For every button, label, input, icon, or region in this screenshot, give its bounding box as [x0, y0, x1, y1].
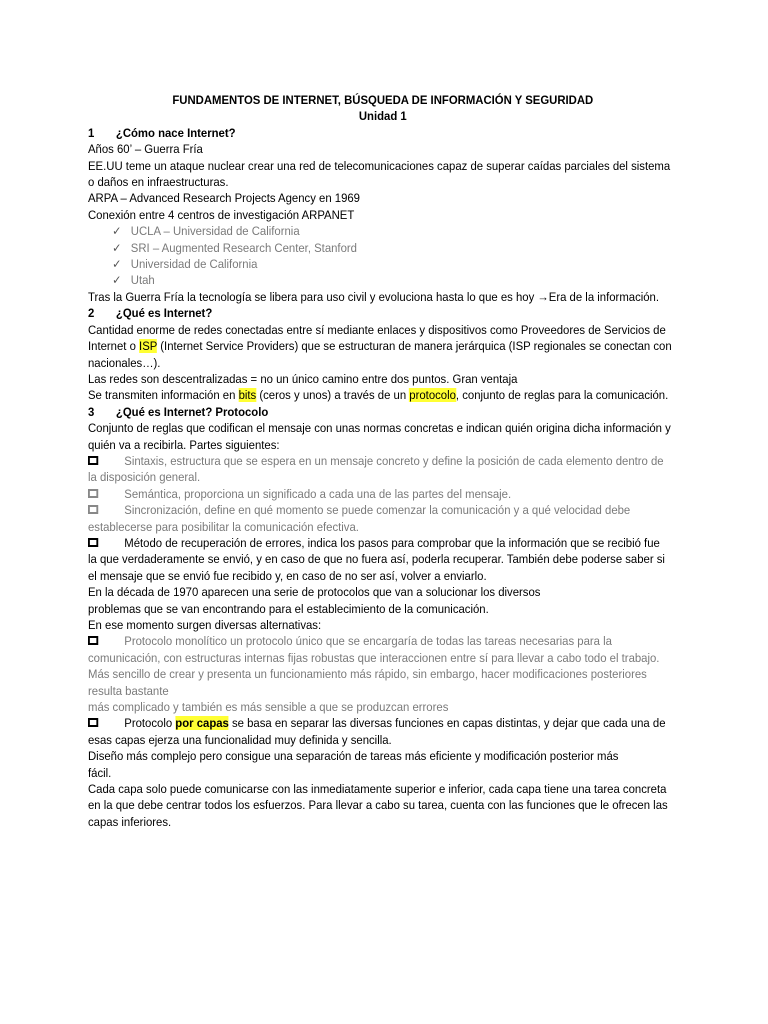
paragraph: Las redes son descentralizadas = no un único camino entre dos puntos. Gran ventaja [88, 371, 518, 386]
paragraph: en la que debe centrar todos los esfuerzos. Para llevar a cabo su tarea, cuenta con las funciones que le ofrecen las [88, 798, 668, 813]
paragraph: o daños en infraestructuras. [88, 175, 229, 190]
list-item: Protocolo monolítico un protocolo único que se encargaría de todas las tareas necesarias para la [88, 633, 678, 649]
paragraph: quién va a recibirla. Partes siguientes: [88, 437, 280, 452]
paragraph: EE.UU teme un ataque nuclear crear una red de telecomunicaciones capaz de superar caídas parciales del sistema [88, 158, 671, 173]
square-bullet-icon [88, 505, 98, 514]
paragraph: Tras la Guerra Fría la tecnología se libera para uso civil y evoluciona hasta lo que es hoy →Era de la información. [88, 289, 660, 304]
check-list-item: ✓ SRI – Augmented Research Center, Stanford [112, 240, 357, 255]
highlighted-term: bits [238, 388, 257, 403]
paragraph: En la década de 1970 aparecen una serie de protocolos que van a solucionar los diversos [88, 585, 541, 600]
check-icon: ✓ [112, 257, 122, 272]
list-item-continuation: la que verdaderamente se envió, y en caso de que no fuera así, poderla recuperar. También debe poderse saber si [88, 552, 665, 567]
list-item: Protocolo por capas se basa en separar las diversas funciones en capas distintas, y dejar que cada una de [88, 715, 678, 731]
check-list-item: ✓ UCLA – Universidad de California [112, 224, 300, 239]
section-2-heading: 2 ¿Qué es Internet? [88, 306, 213, 321]
list-item-continuation: establecerse para posibilitar la comunicación efectiva. [88, 519, 359, 534]
paragraph: fácil. [88, 765, 112, 780]
paragraph: Cantidad enorme de redes conectadas entre sí mediante enlaces y dispositivos como Proveedores de Servicios de [88, 322, 666, 337]
document-title: FUNDAMENTOS DE INTERNET, BÚSQUEDA DE INFORMACIÓN Y SEGURIDAD [172, 93, 594, 107]
list-item: Semántica, proporciona un significado a cada una de las partes del mensaje. [88, 486, 678, 502]
paragraph: capas inferiores. [88, 814, 172, 829]
paragraph: Se transmiten información en bits (ceros y unos) a través de un protocolo, conjunto de reglas para la comunicación. [88, 388, 669, 403]
highlighted-term: por capas [175, 716, 229, 731]
paragraph: Conexión entre 4 centros de investigación ARPANET [88, 207, 355, 222]
list-item-continuation: Más sencillo de crear y presenta un funcionamiento más rápido, sin embargo, hacer modificaciones posteriores resulta bastante [88, 667, 647, 698]
document-subtitle: Unidad 1 [358, 109, 407, 124]
list-item-continuation: el mensaje que se envió fue recibido y, en caso de no ser así, volver a enviarlo. [88, 568, 487, 583]
list-item-continuation: más complicado y también es más sensible a que se produzcan errores [88, 700, 449, 715]
paragraph: Diseño más complejo pero consigue una separación de tareas más eficiente y modificación posterior más [88, 749, 619, 764]
paragraph: problemas que se van encontrando para el establecimiento de la comunicación. [88, 601, 489, 616]
paragraph: ARPA – Advanced Research Projects Agency en 1969 [88, 191, 360, 206]
check-icon: ✓ [112, 224, 122, 239]
section-3-heading: 3 ¿Qué es Internet? Protocolo [88, 404, 269, 419]
check-list-item: ✓ Universidad de California [112, 257, 258, 272]
check-icon: ✓ [112, 240, 122, 255]
square-bullet-icon [88, 636, 98, 645]
list-item: Método de recuperación de errores, indica los pasos para comprobar que la información que se recibió fue [88, 535, 678, 551]
paragraph: Años 60’ – Guerra Fría [88, 142, 203, 157]
list-item-continuation: la disposición general. [88, 470, 201, 485]
document-page [88, 92, 678, 830]
square-bullet-icon [88, 489, 98, 498]
square-bullet-icon [88, 718, 98, 727]
square-bullet-icon [88, 538, 98, 547]
list-item-continuation: comunicación, con estructuras internas fijas robustas que interaccionen entre sí para llevar a cabo todo el trabajo. [88, 650, 660, 665]
check-list-item: ✓ Utah [112, 273, 155, 288]
paragraph: Cada capa solo puede comunicarse con las inmediatamente superior e inferior, cada capa tiene una tarea concreta [88, 782, 667, 797]
list-item: Sintaxis, estructura que se espera en un mensaje concreto y define la posición de cada elemento dentro de [88, 453, 678, 469]
check-icon: ✓ [112, 273, 122, 288]
paragraph: Internet o ISP (Internet Service Providers) que se estructuran de manera jerárquica (ISP regionales se conectan con [88, 339, 672, 354]
highlighted-term: protocolo [409, 388, 456, 403]
section-1-heading: 1 ¿Cómo nace Internet? [88, 125, 236, 140]
list-item-continuation: esas capas ejerza una funcionalidad muy definida y sencilla. [88, 732, 392, 747]
paragraph: nacionales…). [88, 355, 161, 370]
square-bullet-icon [88, 456, 98, 465]
paragraph: Conjunto de reglas que codifican el mensaje con unas normas concretas e indican quién origina dicha información y [88, 421, 671, 436]
paragraph: En ese momento surgen diversas alternativas: [88, 618, 322, 632]
highlighted-term: ISP [139, 339, 158, 354]
list-item: Sincronización, define en qué momento se puede comenzar la comunicación y a qué velocidad debe [88, 502, 678, 518]
